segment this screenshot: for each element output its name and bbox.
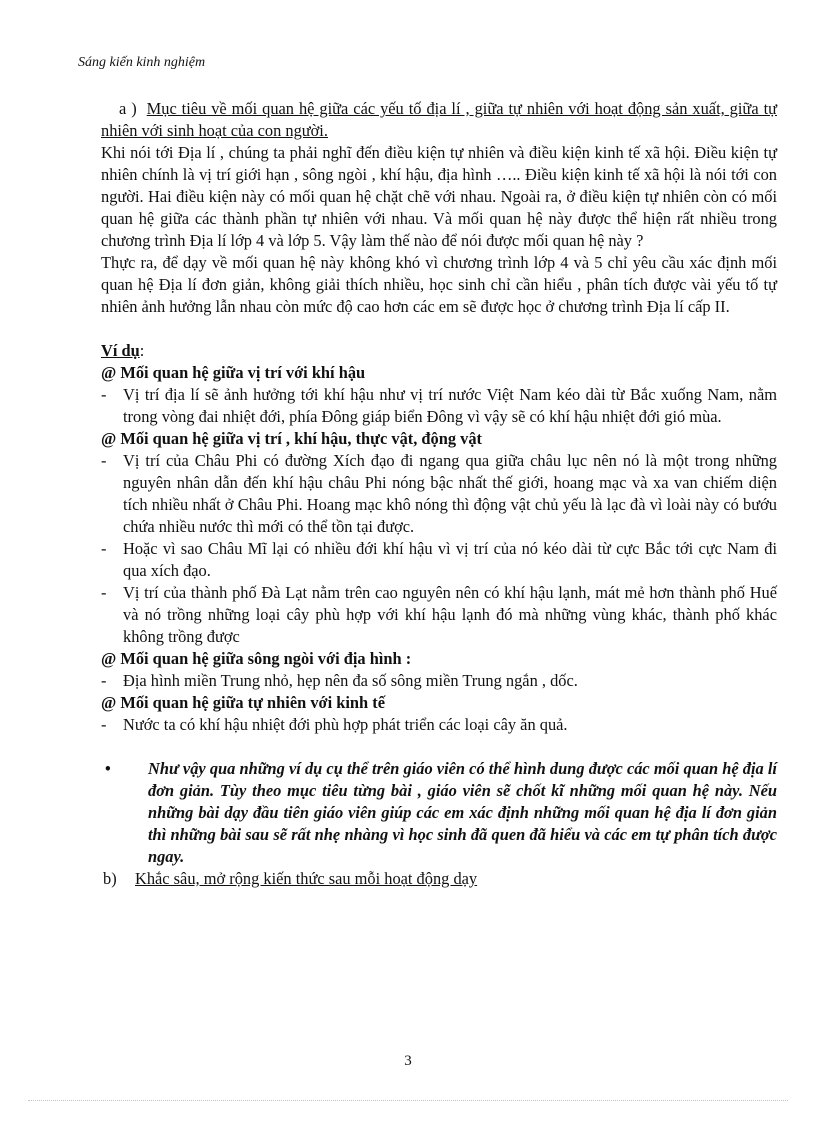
dash-marker: - bbox=[101, 671, 107, 690]
summary-bullet bbox=[101, 758, 777, 868]
dash-marker: - bbox=[101, 539, 107, 558]
list-item-text: Nước ta có khí hậu nhiệt đới phù hợp phát triển các loại cây ăn quả. bbox=[123, 715, 568, 734]
list-item-text: Vị trí của thành phố Đà Lạt nằm trên cao nguyên nên có khí hậu lạnh, mát mẻ hơn thành phố Huế và nó trồng những loại cây phù hợp với khí hậu lạnh đó mà những vùng khác, thành phố khác không trồng được bbox=[123, 583, 777, 646]
list-item bbox=[101, 670, 777, 692]
dash-marker: - bbox=[101, 451, 107, 470]
dash-marker: - bbox=[101, 715, 107, 734]
bullet-dot-icon: • bbox=[105, 759, 111, 778]
example-label-line bbox=[101, 340, 777, 362]
example-label: Ví dụ bbox=[101, 341, 140, 360]
page-body bbox=[101, 98, 777, 890]
list-item bbox=[101, 450, 777, 538]
section-b-heading bbox=[103, 868, 777, 890]
relation-heading-location-climate: @ Mối quan hệ giữa vị trí với khí hậu bbox=[101, 363, 366, 382]
section-a-title: Mục tiêu về mối quan hệ giữa các yếu tố địa lí , giữa tự nhiên với hoạt động sản xuất, giữa tự nhiên với sinh hoạt của con người. bbox=[101, 99, 778, 140]
relation-heading-location-climate-flora-fauna: @ Mối quan hệ giữa vị trí , khí hậu, thực vật, động vật bbox=[101, 429, 482, 448]
blank-line bbox=[101, 318, 777, 340]
list-item-text: Địa hình miền Trung nhỏ, hẹp nên đa số sông miền Trung ngắn , dốc. bbox=[123, 671, 578, 690]
explanation-paragraph: Thực ra, để dạy về mối quan hệ này không khó vì chương trình lớp 4 và 5 chỉ yêu cầu xác định mối quan hệ Địa lí đơn giản, không giải thích nhiều, học sinh chỉ cần hiểu , phân tích được vài yếu tố tự nhiên ảnh hưởng lẫn nhau còn mức độ cao hơn các em sẽ được học ở chương trình Địa lí cấp II. bbox=[101, 253, 777, 316]
relation-heading-rivers-terrain: @ Mối quan hệ giữa sông ngòi với địa hình : bbox=[101, 649, 412, 668]
list-item-text: Hoặc vì sao Châu Mĩ lại có nhiều đới khí hậu vì vị trí của nó kéo dài từ cực Bắc tới cực Nam đi qua xích đạo. bbox=[123, 539, 777, 580]
relation-heading-nature-economy: @ Mối quan hệ giữa tự nhiên với kinh tế bbox=[101, 693, 385, 712]
section-b-title: Khắc sâu, mở rộng kiến thức sau mỗi hoạt động dạy bbox=[135, 869, 478, 888]
dash-marker: - bbox=[101, 583, 107, 602]
section-a-heading bbox=[101, 98, 777, 142]
section-a-marker: a ) bbox=[119, 99, 137, 118]
list-item bbox=[101, 714, 777, 736]
example-label-colon: : bbox=[139, 341, 145, 360]
intro-paragraph: Khi nói tới Địa lí , chúng ta phải nghĩ đến điều kiện tự nhiên và điều kiện kinh tế xã hội. Điều kiện tự nhiên chính là vị trí giới hạn , sông ngòi , khí hậu, địa hình ….. Điều kiện kinh tế xã hội là nói tới con người. Hai điều kiện này có mối quan hệ chặt chẽ với nhau. Ngoài ra, ở điều kiện tự nhiên còn có mối quan hệ giữa các thành phần tự nhiên với nhau. Và mối quan hệ này được thể hiện rất nhiều trong chương trình Địa lí lớp 4 và lớp 5. Vậy làm thế nào để nói được mối quan hệ này ? bbox=[101, 143, 777, 250]
list-item bbox=[101, 582, 777, 648]
page-number: 3 bbox=[404, 1053, 412, 1069]
summary-text: Như vậy qua những ví dụ cụ thể trên giáo viên có thể hình dung được các mối quan hệ địa lí đơn giản. Tùy theo mục tiêu từng bài , giáo viên sẽ chốt kĩ những mối quan hệ này. Nếu những bài dạy đầu tiên giáo viên giúp các em xác định những mối quan hệ địa lí đơn giản thì những bài sau sẽ rất nhẹ nhàng vì học sinh đã quen đã hiểu và các em tự phân tích được ngay. bbox=[148, 759, 777, 866]
footer-divider bbox=[28, 1100, 788, 1101]
list-item-text: Vị trí của Châu Phi có đường Xích đạo đi ngang qua giữa châu lục nên nó là một trong những nguyên nhân dẫn đến khí hậu châu Phi nóng bậc nhất thế giới, hoang mạc và xa van chiếm diện tích nhiều nhất ở Châu Phi. Hoang mạc khô nóng thì động vật chủ yếu là lạc đà vì loài này có bướu chứa nhiều nước thì mới có thể tồn tại được. bbox=[123, 451, 777, 536]
dash-marker: - bbox=[101, 385, 107, 404]
list-item bbox=[101, 538, 777, 582]
running-header: Sáng kiến kinh nghiệm bbox=[78, 55, 206, 70]
section-b-marker: b) bbox=[103, 869, 117, 888]
list-item bbox=[101, 384, 777, 428]
list-item-text: Vị trí địa lí sẽ ảnh hưởng tới khí hậu như vị trí nước Việt Nam kéo dài từ Bắc xuống Nam, nằm trong vòng đai nhiệt đới, phía Đông giáp biển Đông vì vậy sẽ có khí hậu nhiệt đới gió mùa. bbox=[123, 385, 777, 426]
